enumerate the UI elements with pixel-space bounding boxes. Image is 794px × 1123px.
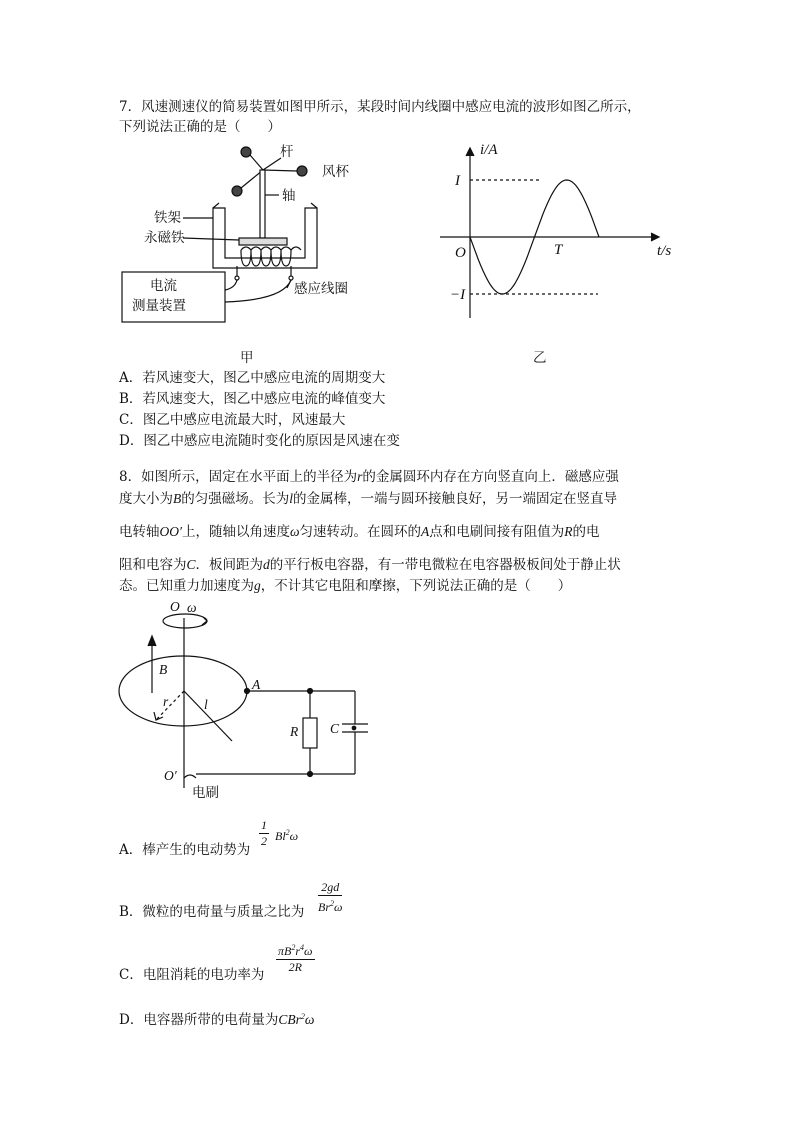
- q8-stem-line3: 电转轴OO′上，随轴以角速度ω匀速转动。在圆环的A点和电刷间接有阻值为R的电: [119, 524, 600, 540]
- graph-xlabel: t/s: [657, 243, 672, 259]
- q8-stem-line5: 态。已知重力加速度为g，不计其它电阻和摩擦，下列说法正确的是（ ）: [119, 578, 572, 594]
- graph-I-neg: −I: [450, 287, 466, 303]
- q7-option-d: D．图乙中感应电流随时变化的原因是风速在变: [119, 433, 400, 449]
- graph-T: T: [554, 242, 563, 258]
- label-gan: 杆: [280, 144, 294, 160]
- circuit-label-R: R: [290, 724, 299, 739]
- label-yongcitie: 永磁铁: [144, 230, 185, 246]
- graph-ylabel: i/A: [480, 142, 498, 158]
- graph-I-pos: I: [455, 173, 460, 189]
- label-zhou: 轴: [282, 188, 296, 204]
- figure-q8-circuit: [110, 598, 370, 808]
- circuit-label-B: B: [159, 662, 168, 677]
- label-ganying: 感应线圈: [294, 281, 348, 297]
- circuit-label-O-prime: O′: [164, 768, 177, 783]
- label-meas1: 电流: [150, 278, 177, 294]
- figure-yi: [440, 140, 680, 325]
- q7-stem-line2: 下列说法正确的是（ ）: [119, 119, 281, 135]
- q8-option-c-fraction: $\frac{\pi B^2r^4\omega}{2R}$: [276, 940, 315, 975]
- circuit-label-brush: 电刷: [192, 785, 219, 801]
- q8-option-a: A．棒产生的电动势为: [119, 842, 251, 858]
- q8-stem-line4: 阻和电容为C．板间距为d的平行板电容器，有一带电微粒在电容器极板间处于静止状: [119, 557, 621, 573]
- q8-option-d: D．电容器所带的电荷量为CBr$^2$ω: [119, 1012, 315, 1028]
- label-fengbei: 风杯: [322, 164, 349, 180]
- label-tiejia: 铁架: [154, 210, 181, 226]
- q8-option-a-fraction: $\frac{1}{2}$: [261, 818, 267, 848]
- q8-option-b-fraction: $\frac{2gd}{Br^2\omega}$: [318, 880, 343, 914]
- q7-option-b: B．若风速变大，图乙中感应电流的峰值变大: [119, 391, 386, 407]
- circuit-label-C: C: [330, 721, 340, 736]
- q8-option-b: B．微粒的电荷量与质量之比为: [119, 904, 305, 920]
- q8-stem-line1: 8．如图所示，固定在水平面上的半径为r的金属圆环内存在方向竖直向上．磁感应强: [119, 469, 619, 485]
- caption-jia: 甲: [240, 350, 254, 366]
- graph-origin: O: [455, 245, 466, 261]
- q7-stem-line1: 7．风速测速仪的简易装置如图甲所示，某段时间内线圈中感应电流的波形如图乙所示，: [119, 99, 641, 115]
- q8-stem-line2: 度大小为B的匀强磁场。长为l的金属棒，一端与圆环接触良好，另一端固定在竖直导: [119, 491, 618, 507]
- circuit-label-A: A: [252, 677, 261, 692]
- circuit-label-O: O: [170, 599, 180, 614]
- q8-option-c: C．电阻消耗的电功率为: [119, 967, 265, 983]
- circuit-label-r: r: [163, 694, 169, 709]
- circuit-label-l: l: [204, 697, 208, 712]
- q8-option-a-tail: Bl$^2$ω: [275, 828, 299, 843]
- caption-yi: 乙: [533, 350, 547, 366]
- circuit-label-omega: ω: [187, 600, 197, 615]
- q7-option-a: A．若风速变大，图乙中感应电流的周期变大: [119, 370, 386, 386]
- label-meas2: 测量装置: [132, 298, 186, 314]
- q7-option-c: C．图乙中感应电流最大时，风速最大: [119, 412, 346, 428]
